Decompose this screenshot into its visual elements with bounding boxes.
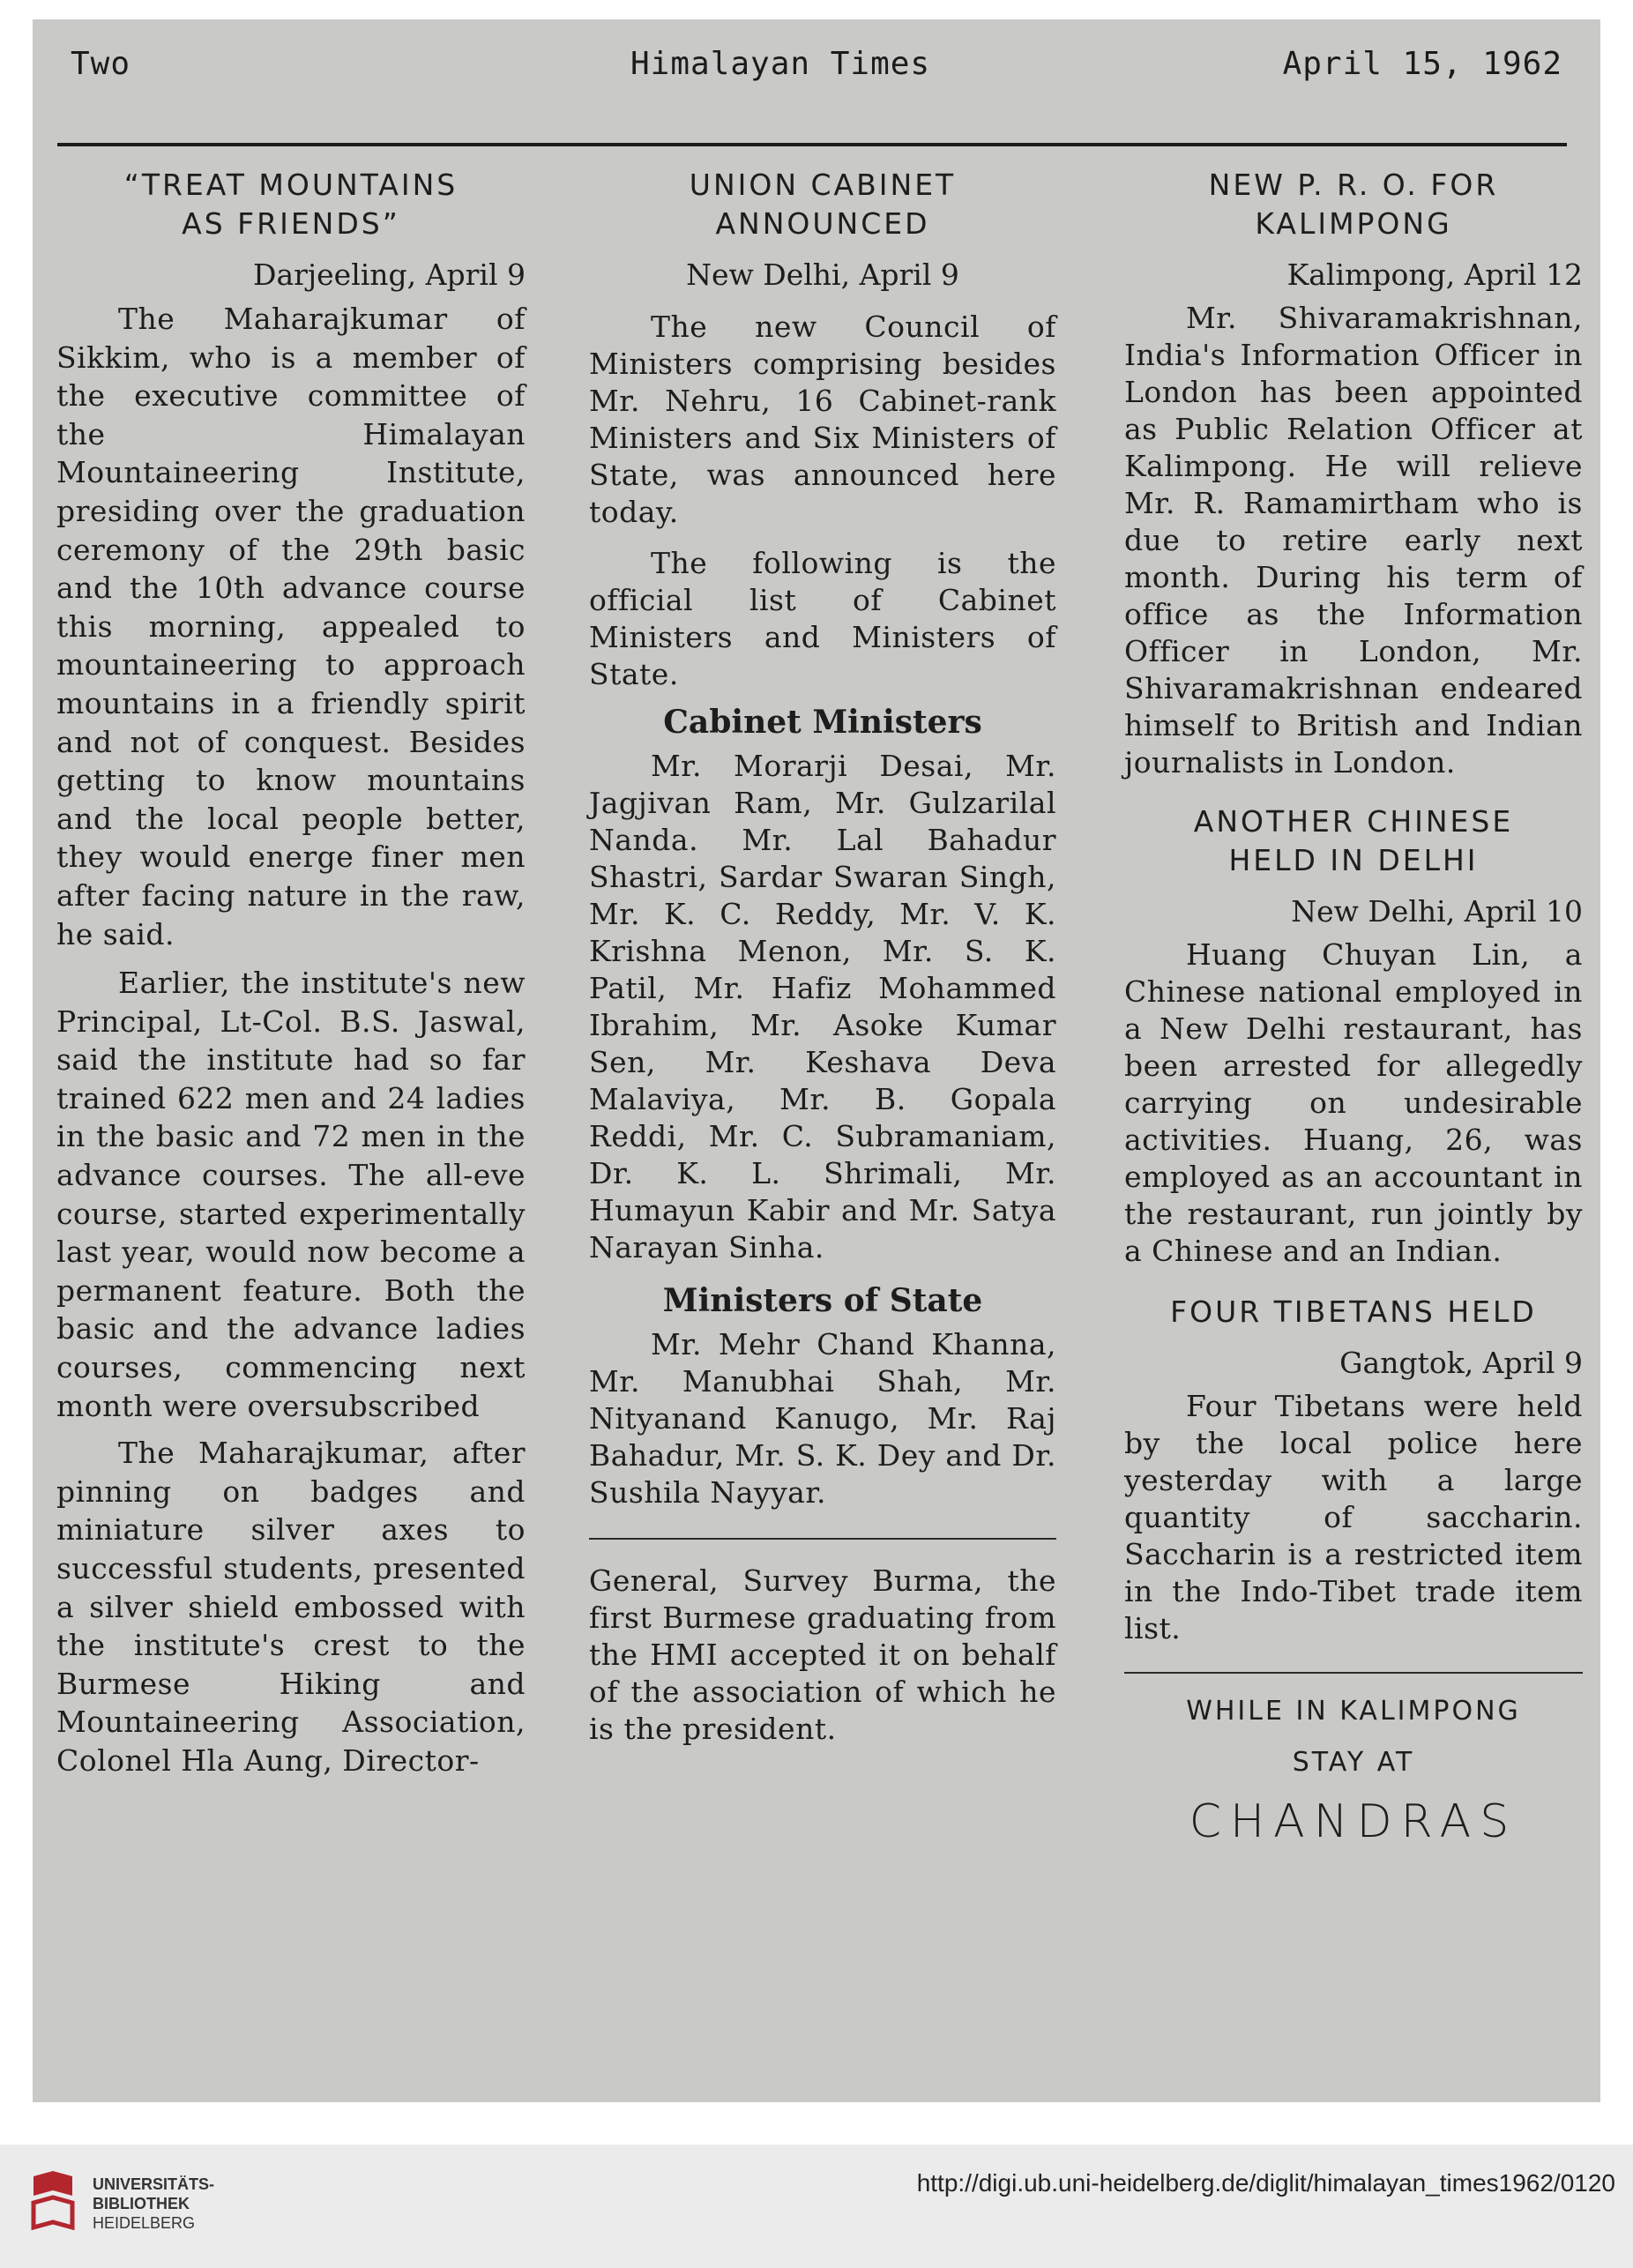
article-dateline: Kalimpong, April 12 — [1286, 257, 1583, 292]
newspaper-title: Himalayan Times — [630, 46, 931, 82]
article-dateline: Gangtok, April 9 — [1339, 1346, 1583, 1380]
page-number: Two — [71, 46, 131, 82]
article-headline: NEW P. R. O. FOR KALIMPONG — [1208, 168, 1499, 241]
minister-list: Mr. Morarji Desai, Mr. Jagjivan Ram, Mr. Gulzarilal Nanda. Mr. Lal Bahadur Shastri, Sardar Swaran Singh, Mr. K. C. Reddy, Mr. V. K. Krishna Menon, Mr. S. K. Patil, Mr. Hafiz Mohammed Ibrahim, Mr. Asoke Kumar Sen, Mr. Keshava Deva Malaviya, Mr. B. Gopala Reddi, Mr. C. Subramaniam, Dr. K. L. Shrimali, Mr. Humayun Kabir and Mr. Satya Narayan Sinha. — [589, 749, 1056, 1265]
article-dateline: New Delhi, April 9 — [686, 257, 959, 292]
masthead-rule — [57, 143, 1567, 146]
issue-date: April 15, 1962 — [1282, 46, 1562, 82]
article-paragraph: Four Tibetans were held by the local police here yesterday with a large quantity of saccharin. Saccharin is a restricted item in the Indo-Tibet trade item list. — [1124, 1389, 1583, 1645]
advert-brand: CHANDRAS — [1189, 1795, 1518, 1848]
article-paragraph: The Maharajkumar, after pinning on badges and miniature silver axes to successful students, presented a silver shield embossed with the institute's crest to the Burmese Hiking and Mountaineering Association, Colonel Hla Aung, Director- — [56, 1436, 526, 1778]
footer-bar — [0, 2145, 1633, 2268]
article-paragraph: The Maharajkumar of Sikkim, who is a member of the executive committee of the Himalayan Mountaineering Institute, presiding over the graduation ceremony of the 29th basic and the 10th advance course this morning, appealed to mountaineering to approach mountains in a friendly spirit and not of conquest. Besides getting to know mountains and the local people better, they would energe finer men after facing nature in the raw, he said. — [56, 302, 526, 951]
library-name-line: BIBLIOTHEK — [93, 2195, 190, 2212]
minister-list: Mr. Mehr Chand Khanna, Mr. Manubhai Shah, Mr. Nityanand Kanugo, Mr. Raj Bahadur, Mr. S. K. Dey and Dr. Sushila Nayyar. — [589, 1327, 1056, 1510]
article-dateline: Darjeeling, April 9 — [253, 257, 526, 292]
library-name-line: HEIDELBERG — [93, 2214, 196, 2232]
column-left — [56, 166, 526, 1780]
library-name-line: UNIVERSITÄTS- — [93, 2175, 215, 2193]
article-paragraph: Huang Chuyan Lin, a Chinese national employed in a New Delhi restaurant, has been arrested for allegedly carrying on undesirable activities. Huang, 26, was employed as an accountant in the restaurant, run jointly by a Chinese and an Indian. — [1124, 937, 1583, 1268]
advert-line: WHILE IN KALIMPONG — [1186, 1696, 1521, 1727]
section-subheading: Ministers of State — [662, 1282, 983, 1319]
column-divider — [1124, 1672, 1583, 1674]
article-paragraph: The new Council of Ministers comprising besides Mr. Nehru, 16 Cabinet-rank Ministers and Six Ministers of State, was announced here today. — [589, 310, 1056, 529]
column-divider — [589, 1538, 1056, 1540]
article-headline: UNION CABINET ANNOUNCED — [689, 168, 957, 241]
article-headline: “TREAT MOUNTAINS AS FRIENDS” — [123, 168, 459, 241]
library-logo-icon[interactable] — [26, 2169, 79, 2234]
source-url-link[interactable]: http://digi.ub.uni-heidelberg.de/diglit/himalayan_times1962/0120 — [916, 2169, 1615, 2197]
article-headline: FOUR TIBETANS HELD — [1170, 1294, 1537, 1329]
article-paragraph: Earlier, the institute's new Principal, Lt-Col. B.S. Jaswal, said the institute had so far trained 622 men and 24 ladies in the basic and 72 men in the advance courses. The all-eve course, started experimentally last year, would now become a permanent feature. Both the basic and the advance ladies courses, commencing next month were oversubscribed — [56, 966, 526, 1423]
article-dateline: New Delhi, April 10 — [1291, 894, 1583, 929]
library-name — [93, 2175, 214, 2233]
advert-line: STAY AT — [1292, 1747, 1415, 1778]
article-paragraph: General, Survey Burma, the first Burmese graduating from the HMI accepted it on behalf of the association of which he is the president. — [589, 1563, 1056, 1746]
column-middle — [589, 166, 1056, 1748]
article-headline: ANOTHER CHINESE HELD IN DELHI — [1193, 804, 1514, 877]
section-subheading: Cabinet Ministers — [663, 704, 982, 741]
column-right — [1124, 166, 1583, 1848]
article-paragraph: Mr. Shivaramakrishnan, India's Information Officer in London has been appointed as Public Relation Officer at Kalimpong. He will relieve Mr. R. Ramamirtham who is due to retire early next month. During his term of office as the Information Officer in London, Mr. Shivaramakrishnan endeared himself to British and Indian journalists in London. — [1124, 301, 1583, 780]
article-paragraph: The following is the official list of Cabinet Ministers and Ministers of State. — [589, 546, 1056, 691]
